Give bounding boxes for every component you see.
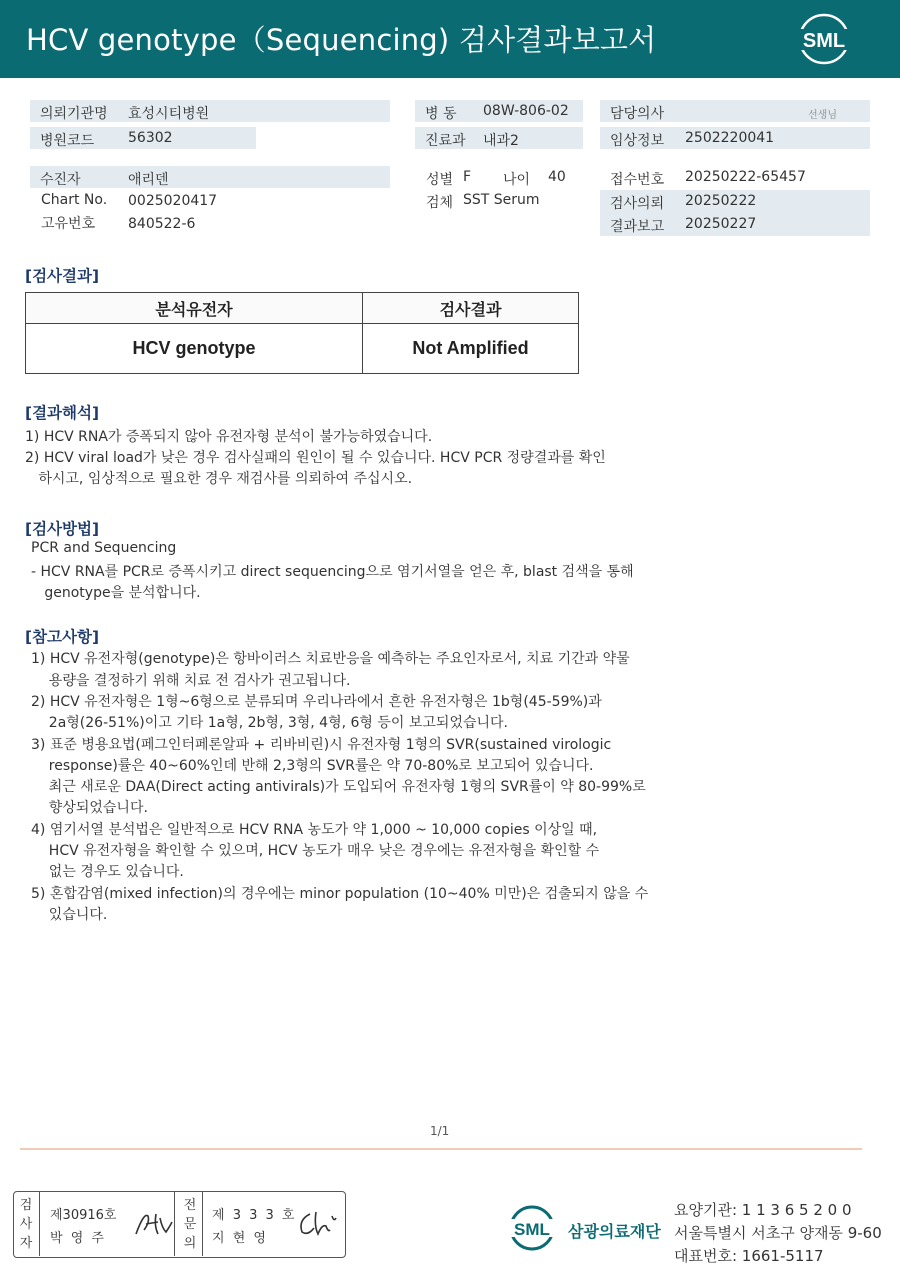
hospital-code-row <box>30 127 256 149</box>
patient-row <box>30 166 390 188</box>
sml-logo-text: SML <box>802 30 846 52</box>
request-label: 검사의뢰 <box>610 196 665 212</box>
results-table <box>25 292 579 374</box>
note-line: 3) 표준 병용요법(페그인터페론알파 + 리바비린)시 유전자형 1형의 SVR(sustained virologic <box>31 737 612 753</box>
inspector-name: 박 영 주 <box>50 1231 106 1246</box>
specialist-label: 전문의 <box>183 1198 197 1251</box>
note-line: 향상되었습니다. <box>31 800 148 816</box>
report-value: 20250227 <box>685 216 757 232</box>
org-name: 삼광의료재단 <box>568 1222 661 1241</box>
patient-label: 수진자 <box>40 172 81 188</box>
ward-row <box>415 100 583 122</box>
specialist-signature-icon <box>294 1206 338 1240</box>
interpretation-title: [결과해석] <box>25 404 100 422</box>
dept-label: 진료과 <box>425 133 466 149</box>
hospital-code-value: 56302 <box>128 130 173 146</box>
chart-value: 0025020417 <box>128 193 218 209</box>
receipt-row <box>600 166 870 188</box>
note-line: 최근 새로운 DAA(Direct acting antivirals)가 도입되어 유전자형 1형의 SVR률이 약 80-99%로 <box>31 779 646 795</box>
col-result-header: 검사결과 <box>363 293 579 324</box>
results-row <box>26 324 579 374</box>
clinical-row <box>600 127 870 149</box>
footer-divider <box>20 1148 862 1150</box>
institution-value: 효성시티병원 <box>128 106 210 122</box>
institution-row <box>30 100 390 122</box>
doctor-row <box>600 100 870 122</box>
org-address: 서울특별시 서초구 양재동 9-60 <box>674 1224 882 1242</box>
note-line: 1) HCV 유전자형(genotype)은 항바이러스 치료반응을 예측하는 주요인자로서, 치료 기간과 약물 <box>31 651 630 667</box>
method-line: genotype을 분석합니다. <box>31 585 201 601</box>
clinical-label: 임상정보 <box>610 133 665 149</box>
org-phone: 대표번호: 1661-5117 <box>674 1247 824 1265</box>
dept-value: 내과2 <box>483 133 519 149</box>
report-title: HCV genotype（Sequencing) 검사결과보고서 <box>26 23 657 57</box>
specialist-name: 지 현 영 <box>212 1231 268 1246</box>
notes-title: [참고사항] <box>25 628 100 646</box>
note-line: 5) 혼합감염(mixed infection)의 경우에는 minor population (10~40% 미만)은 검출되지 않을 수 <box>31 886 649 902</box>
sml-footer-logo-text: SML <box>514 1220 550 1239</box>
page-number: 1/1 <box>430 1124 450 1138</box>
note-line: response)률은 40~60%인데 반해 2,3형의 SVR률은 약 70-80%로 보고되어 있습니다. <box>31 758 594 774</box>
specimen-value: SST Serum <box>463 192 540 208</box>
note-line: 용량을 결정하기 위해 치료 전 검사가 권고됩니다. <box>31 673 351 689</box>
receipt-label: 접수번호 <box>610 172 665 188</box>
note-line: 2) HCV 유전자형은 1형~6형으로 분류되며 우리나라에서 흔한 유전자형은 1b형(45-59%)과 <box>31 694 602 710</box>
results-title: [검사결과] <box>25 267 100 285</box>
note-line: 4) 염기서열 분석법은 일반적으로 HCV RNA 농도가 약 1,000 ~ 10,000 copies 이상일 때, <box>31 822 598 838</box>
note-line: 있습니다. <box>31 907 108 923</box>
hospital-code-label: 병원코드 <box>40 133 95 149</box>
doctor-suffix: 선생님 <box>808 110 837 121</box>
interpretation-line: 1) HCV RNA가 증폭되지 않아 유전자형 분석이 불가능하였습니다. <box>25 429 433 445</box>
result-cell: Not Amplified <box>363 324 579 374</box>
specimen-label: 검체 <box>426 195 454 211</box>
receipt-value: 20250222-65457 <box>685 169 806 185</box>
request-value: 20250222 <box>685 193 757 209</box>
results-header-row <box>26 293 579 324</box>
inspector-signature-icon <box>132 1208 176 1240</box>
clinical-value: 2502220041 <box>685 130 775 146</box>
dates-block <box>600 190 870 236</box>
age-value: 40 <box>548 169 566 185</box>
method-line: PCR and Sequencing <box>31 540 177 556</box>
ward-label: 병 동 <box>425 106 457 122</box>
signature-box <box>13 1191 346 1258</box>
sex-label: 성별 <box>426 172 454 188</box>
institution-label: 의뢰기관명 <box>40 106 108 122</box>
interpretation-line: 2) HCV viral load가 낮은 경우 검사실패의 원인이 될 수 있습니다. HCV PCR 정량결과를 확인 <box>25 450 606 466</box>
sign-divider <box>39 1192 40 1256</box>
inspector-label: 검사자 <box>19 1198 33 1251</box>
method-line: - HCV RNA를 PCR로 증폭시키고 direct sequencing으로 염기서열을 얻은 후, blast 검색을 통해 <box>31 564 634 580</box>
note-line: HCV 유전자형을 확인할 수 있으며, HCV 농도가 매우 낮은 경우에는 유전자형을 확인할 수 <box>31 843 600 859</box>
report-label: 결과보고 <box>610 219 665 235</box>
interpretation-line: 하시고, 임상적으로 필요한 경우 재검사를 의뢰하여 주십시오. <box>25 471 413 487</box>
institution-code: 요양기관: 1 1 3 6 5 2 0 0 <box>674 1201 852 1219</box>
unique-value: 840522-6 <box>128 216 196 232</box>
col-gene-header: 분석유전자 <box>26 293 363 324</box>
sign-divider <box>202 1192 203 1256</box>
sign-divider <box>174 1192 175 1256</box>
sml-logo-icon <box>795 12 853 66</box>
age-label: 나이 <box>503 172 531 188</box>
chart-label: Chart No. <box>41 192 108 208</box>
note-line: 없는 경우도 있습니다. <box>31 864 184 880</box>
specialist-number: 제 3 3 3 호 <box>212 1208 297 1223</box>
dept-row <box>415 127 583 149</box>
note-line: 2a형(26-51%)이고 기타 1a형, 2b형, 3형, 4형, 6형 등이 보고되었습니다. <box>31 715 509 731</box>
patient-value: 애리덴 <box>128 172 169 188</box>
sex-value: F <box>463 169 472 185</box>
ward-value: 08W-806-02 <box>483 103 569 119</box>
sml-footer-logo-icon <box>508 1203 556 1253</box>
doctor-label: 담당의사 <box>610 106 665 122</box>
gene-cell: HCV genotype <box>26 324 363 374</box>
inspector-number: 제30916호 <box>50 1208 117 1223</box>
unique-label: 고유번호 <box>41 216 96 232</box>
method-title: [검사방법] <box>25 520 100 538</box>
